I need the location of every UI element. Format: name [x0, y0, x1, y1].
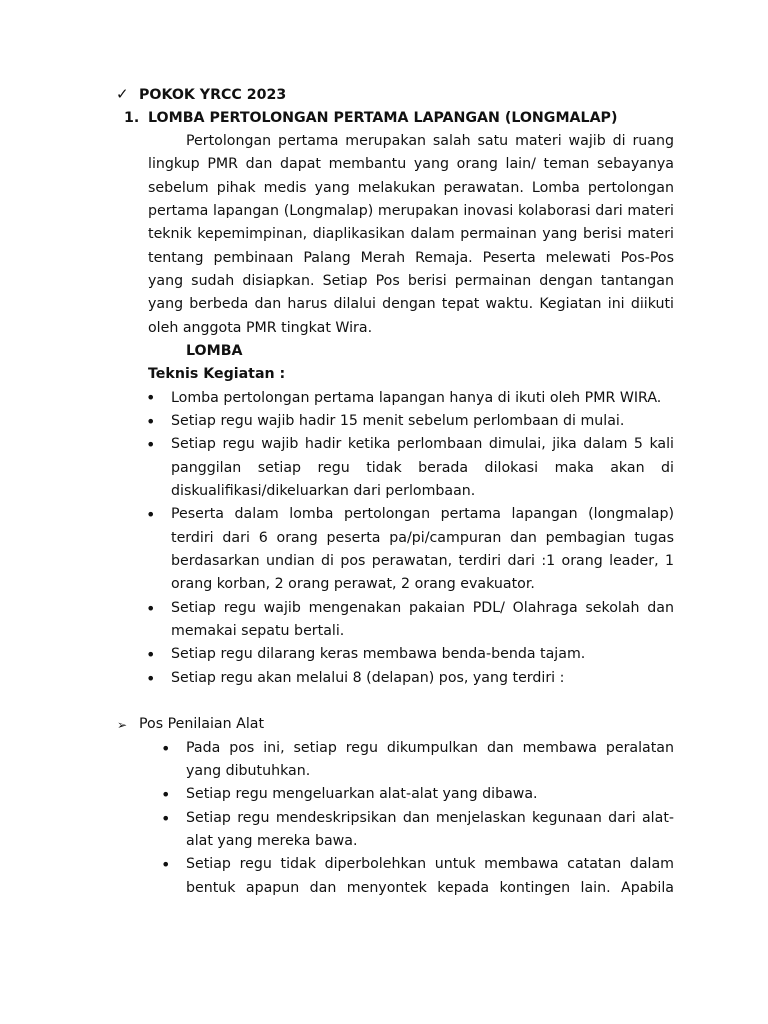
bullet-icon: • — [161, 809, 171, 828]
bullet-text: Peserta dalam lomba pertolongan pertama lapangan (longmalap) — [171, 506, 674, 522]
pos-bullet-text: Setiap regu mendeskripsikan dan menjelaskan kegunaan dari alat- — [186, 810, 674, 826]
bullet-icon: • — [146, 669, 156, 688]
pos-title: Pos Penilaian Alat — [139, 716, 265, 732]
bullet-text: Lomba pertolongan pertama lapangan hanya di ikuti oleh PMR WIRA. — [171, 390, 662, 406]
paragraph-line: yang sudah disiapkan. Setiap Pos berisi permainan dengan tantangan — [148, 273, 674, 289]
bullet-text: diskualifikasi/dikeluarkan dari perlombaan. — [171, 483, 476, 499]
paragraph-line: Pertolongan pertama merupakan salah satu materi wajib di ruang — [186, 133, 674, 149]
paragraph-line: oleh anggota PMR tingkat Wira. — [148, 320, 373, 336]
bullet-text: Setiap regu wajib mengenakan pakaian PDL/ Olahraga sekolah dan — [171, 600, 674, 616]
teknis-label: Teknis Kegiatan : — [148, 366, 286, 382]
bullet-icon: • — [146, 412, 156, 431]
pos-bullet-text: Setiap regu mengeluarkan alat-alat yang dibawa. — [186, 786, 538, 802]
paragraph-line: sebelum pihak medis yang melakukan perawatan. Lomba pertolongan — [148, 180, 674, 196]
bullet-text: berdasarkan undian di pos perawatan, terdiri dari :1 orang leader, 1 — [171, 553, 674, 569]
bullet-text: terdiri dari 6 orang peserta pa/pi/campuran dan pembagian tugas — [171, 530, 674, 546]
paragraph-line: lingkup PMR dan dapat membantu yang orang lain/ teman sebayanya — [148, 156, 674, 172]
pos-bullet-text: Setiap regu tidak diperbolehkan untuk membawa catatan dalam — [186, 856, 674, 872]
bullet-text: memakai sepatu bertali. — [171, 623, 345, 639]
bullet-icon: • — [146, 505, 156, 524]
bullet-text: Setiap regu wajib hadir ketika perlombaan dimulai, jika dalam 5 kali — [171, 436, 674, 452]
bullet-text: Setiap regu wajib hadir 15 menit sebelum perlombaan di mulai. — [171, 413, 625, 429]
pos-bullet-text: yang dibutuhkan. — [186, 763, 311, 779]
lomba-subheading: LOMBA — [186, 343, 243, 359]
section-number: 1. — [124, 110, 140, 126]
section-title: LOMBA PERTOLONGAN PERTAMA LAPANGAN (LONGMALAP) — [148, 110, 618, 126]
bullet-icon: • — [146, 435, 156, 454]
arrow-right-icon: ➢ — [117, 718, 128, 732]
bullet-icon: • — [161, 855, 171, 874]
paragraph-line: tentang pembinaan Palang Merah Remaja. Peserta melewati Pos-Pos — [148, 250, 674, 266]
bullet-icon: • — [161, 739, 171, 758]
paragraph-line: teknik kepemimpinan, diaplikasikan dalam permainan yang berisi materi — [148, 226, 674, 242]
bullet-icon: • — [146, 388, 156, 407]
paragraph-line: yang berbeda dan harus dilalui dengan tepat waktu. Kegiatan ini diikuti — [148, 296, 674, 312]
bullet-text: Setiap regu dilarang keras membawa benda-benda tajam. — [171, 646, 586, 662]
pos-bullet-text: bentuk apapun dan menyontek kepada kontingen lain. Apabila — [186, 880, 674, 896]
header-title: POKOK YRCC 2023 — [139, 87, 287, 103]
bullet-text: Setiap regu akan melalui 8 (delapan) pos, yang terdiri : — [171, 670, 565, 686]
paragraph-line: pertama lapangan (Longmalap) merupakan inovasi kolaborasi dari materi — [148, 203, 674, 219]
bullet-text: orang korban, 2 orang perawat, 2 orang evakuator. — [171, 576, 535, 592]
bullet-icon: • — [146, 599, 156, 618]
bullet-icon: • — [146, 645, 156, 664]
pos-bullet-text: Pada pos ini, setiap regu dikumpulkan dan membawa peralatan — [186, 740, 674, 756]
bullet-icon: • — [161, 785, 171, 804]
checkmark-icon: ✓ — [116, 85, 129, 103]
pos-bullet-text: alat yang mereka bawa. — [186, 833, 358, 849]
bullet-text: panggilan setiap regu tidak berada dilokasi maka akan di — [171, 460, 674, 476]
